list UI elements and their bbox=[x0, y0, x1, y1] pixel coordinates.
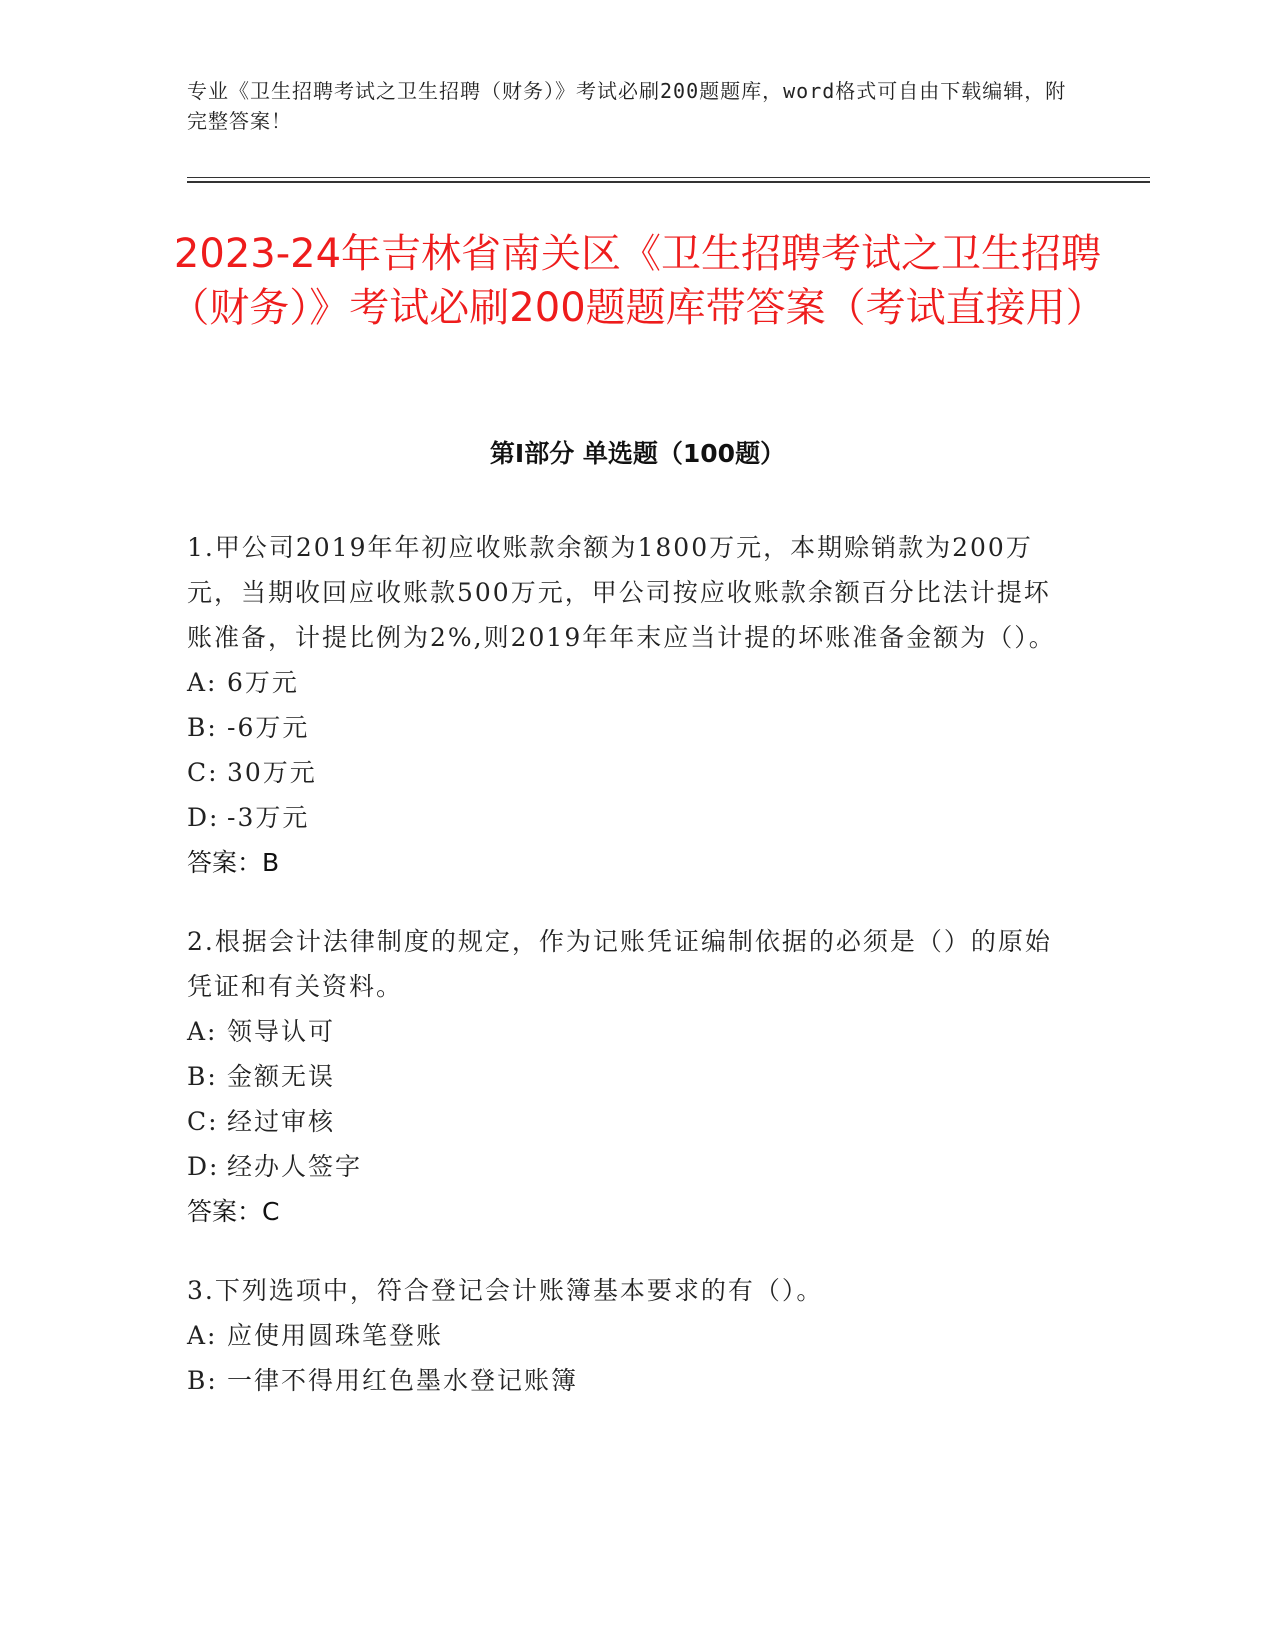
option-b bbox=[187, 1358, 1067, 1403]
option-letter: A: bbox=[187, 1321, 218, 1350]
answer: 答案：C bbox=[187, 1197, 280, 1226]
option-text: 30万元 bbox=[227, 758, 317, 787]
option-d bbox=[187, 795, 1067, 840]
answer: 答案：B bbox=[187, 848, 280, 877]
question-3 bbox=[187, 1268, 1067, 1403]
option-letter: B: bbox=[187, 713, 218, 742]
question-stem: 3.下列选项中，符合登记会计账簿基本要求的有（）。 bbox=[187, 1276, 824, 1305]
option-letter: C: bbox=[187, 758, 219, 787]
option-text: 经过审核 bbox=[227, 1107, 336, 1136]
option-letter: A: bbox=[187, 1017, 218, 1046]
header-divider-thin bbox=[187, 177, 1150, 178]
option-d bbox=[187, 1144, 1067, 1189]
option-text: 经办人签字 bbox=[227, 1152, 363, 1181]
option-c bbox=[187, 1099, 1067, 1144]
option-c bbox=[187, 750, 1067, 795]
question-1 bbox=[187, 525, 1067, 885]
option-text: 领导认可 bbox=[227, 1017, 336, 1046]
option-text: 6万元 bbox=[227, 668, 299, 697]
option-a bbox=[187, 1009, 1067, 1054]
option-text: 金额无误 bbox=[227, 1062, 336, 1091]
option-letter: B: bbox=[187, 1366, 218, 1395]
question-list bbox=[187, 525, 1067, 1437]
option-letter: C: bbox=[187, 1107, 219, 1136]
option-a bbox=[187, 1313, 1067, 1358]
question-2 bbox=[187, 919, 1067, 1234]
document-title: 2023-24年吉林省南关区《卫生招聘考试之卫生招聘（财务）》考试必刷200题题库带答案（考试直接用） bbox=[169, 231, 1106, 331]
option-b bbox=[187, 705, 1067, 750]
option-text: 一律不得用红色墨水登记账簿 bbox=[227, 1366, 579, 1395]
header-note: 专业《卫生招聘考试之卫生招聘（财务）》考试必刷200题题库，word格式可自由下载编辑，附完整答案！ bbox=[187, 79, 1067, 133]
option-letter: D: bbox=[187, 803, 220, 832]
question-stem: 2.根据会计法律制度的规定，作为记账凭证编制依据的必须是（）的原始凭证和有关资料。 bbox=[187, 927, 1052, 1001]
option-letter: B: bbox=[187, 1062, 218, 1091]
option-b bbox=[187, 1054, 1067, 1099]
option-text: -6万元 bbox=[227, 713, 310, 742]
question-stem: 1.甲公司2019年年初应收账款余额为1800万元，本期赊销款为200万元，当期收回应收账款500万元，甲公司按应收账款余额百分比法计提坏账准备，计提比例为2%,则2019年年末应当计提的坏账准备金额为（）。 bbox=[187, 533, 1056, 652]
option-letter: A: bbox=[187, 668, 218, 697]
option-text: -3万元 bbox=[227, 803, 310, 832]
header-divider-thick bbox=[187, 181, 1150, 183]
option-a bbox=[187, 660, 1067, 705]
option-text: 应使用圆珠笔登账 bbox=[227, 1321, 444, 1350]
option-letter: D: bbox=[187, 1152, 220, 1181]
section-heading: 第Ⅰ部分 单选题（100题） bbox=[489, 439, 786, 468]
